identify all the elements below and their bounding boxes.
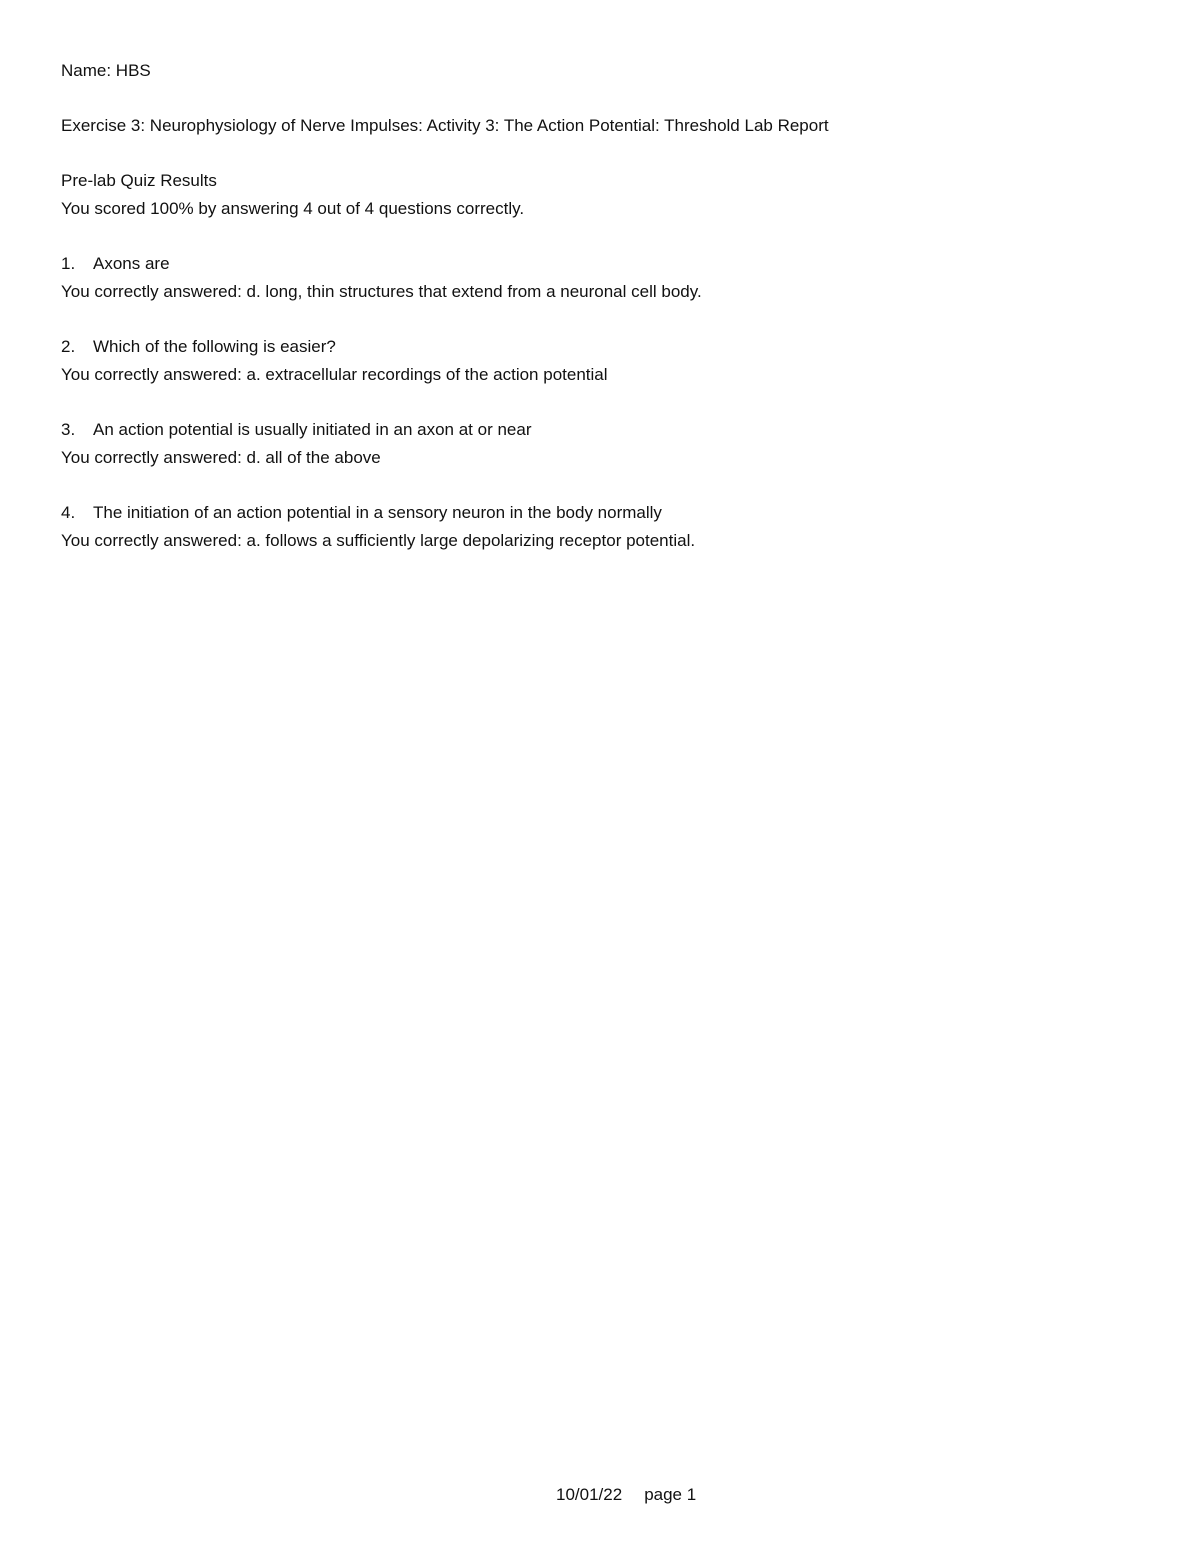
spacer (61, 389, 1141, 416)
question-text: The initiation of an action potential in a sensory neuron in the body normally (93, 503, 662, 522)
quiz-heading: Pre-lab Quiz Results (61, 171, 217, 190)
question-number: 1. (61, 254, 76, 273)
quiz-item (61, 333, 1141, 389)
footer-date: 10/01/22 (556, 1485, 623, 1504)
page-footer (556, 1483, 696, 1507)
quiz-score: You scored 100% by answering 4 out of 4 questions correctly. (61, 199, 525, 218)
report-title: Exercise 3: Neurophysiology of Nerve Impulses: Activity 3: The Action Potential: Threshold Lab Report (61, 116, 829, 135)
quiz-question (61, 250, 1141, 278)
question-text: An action potential is usually initiated in an axon at or near (93, 420, 532, 439)
question-number: 4. (61, 503, 76, 522)
spacer (61, 85, 1141, 112)
quiz-answer: You correctly answered: a. extracellular recordings of the action potential (61, 365, 608, 384)
quiz-answer: You correctly answered: d. long, thin structures that extend from a neuronal cell body. (61, 282, 702, 301)
quiz-question (61, 499, 1141, 527)
quiz-item (61, 416, 1141, 472)
quiz-question (61, 416, 1141, 444)
spacer (61, 223, 1141, 250)
page-number: page 1 (644, 1485, 697, 1504)
quiz-item (61, 499, 1141, 555)
spacer (61, 472, 1141, 499)
quiz-answer: You correctly answered: a. follows a sufficiently large depolarizing receptor potential. (61, 531, 696, 550)
student-name: Name: HBS (61, 61, 151, 80)
quiz-answer: You correctly answered: d. all of the above (61, 448, 381, 467)
spacer (61, 140, 1141, 167)
quiz-question (61, 333, 1141, 361)
quiz-item (61, 250, 1141, 306)
question-number: 2. (61, 337, 76, 356)
report-content (61, 57, 1141, 555)
question-number: 3. (61, 420, 76, 439)
spacer (61, 306, 1141, 333)
question-text: Axons are (93, 254, 170, 273)
question-text: Which of the following is easier? (93, 337, 336, 356)
